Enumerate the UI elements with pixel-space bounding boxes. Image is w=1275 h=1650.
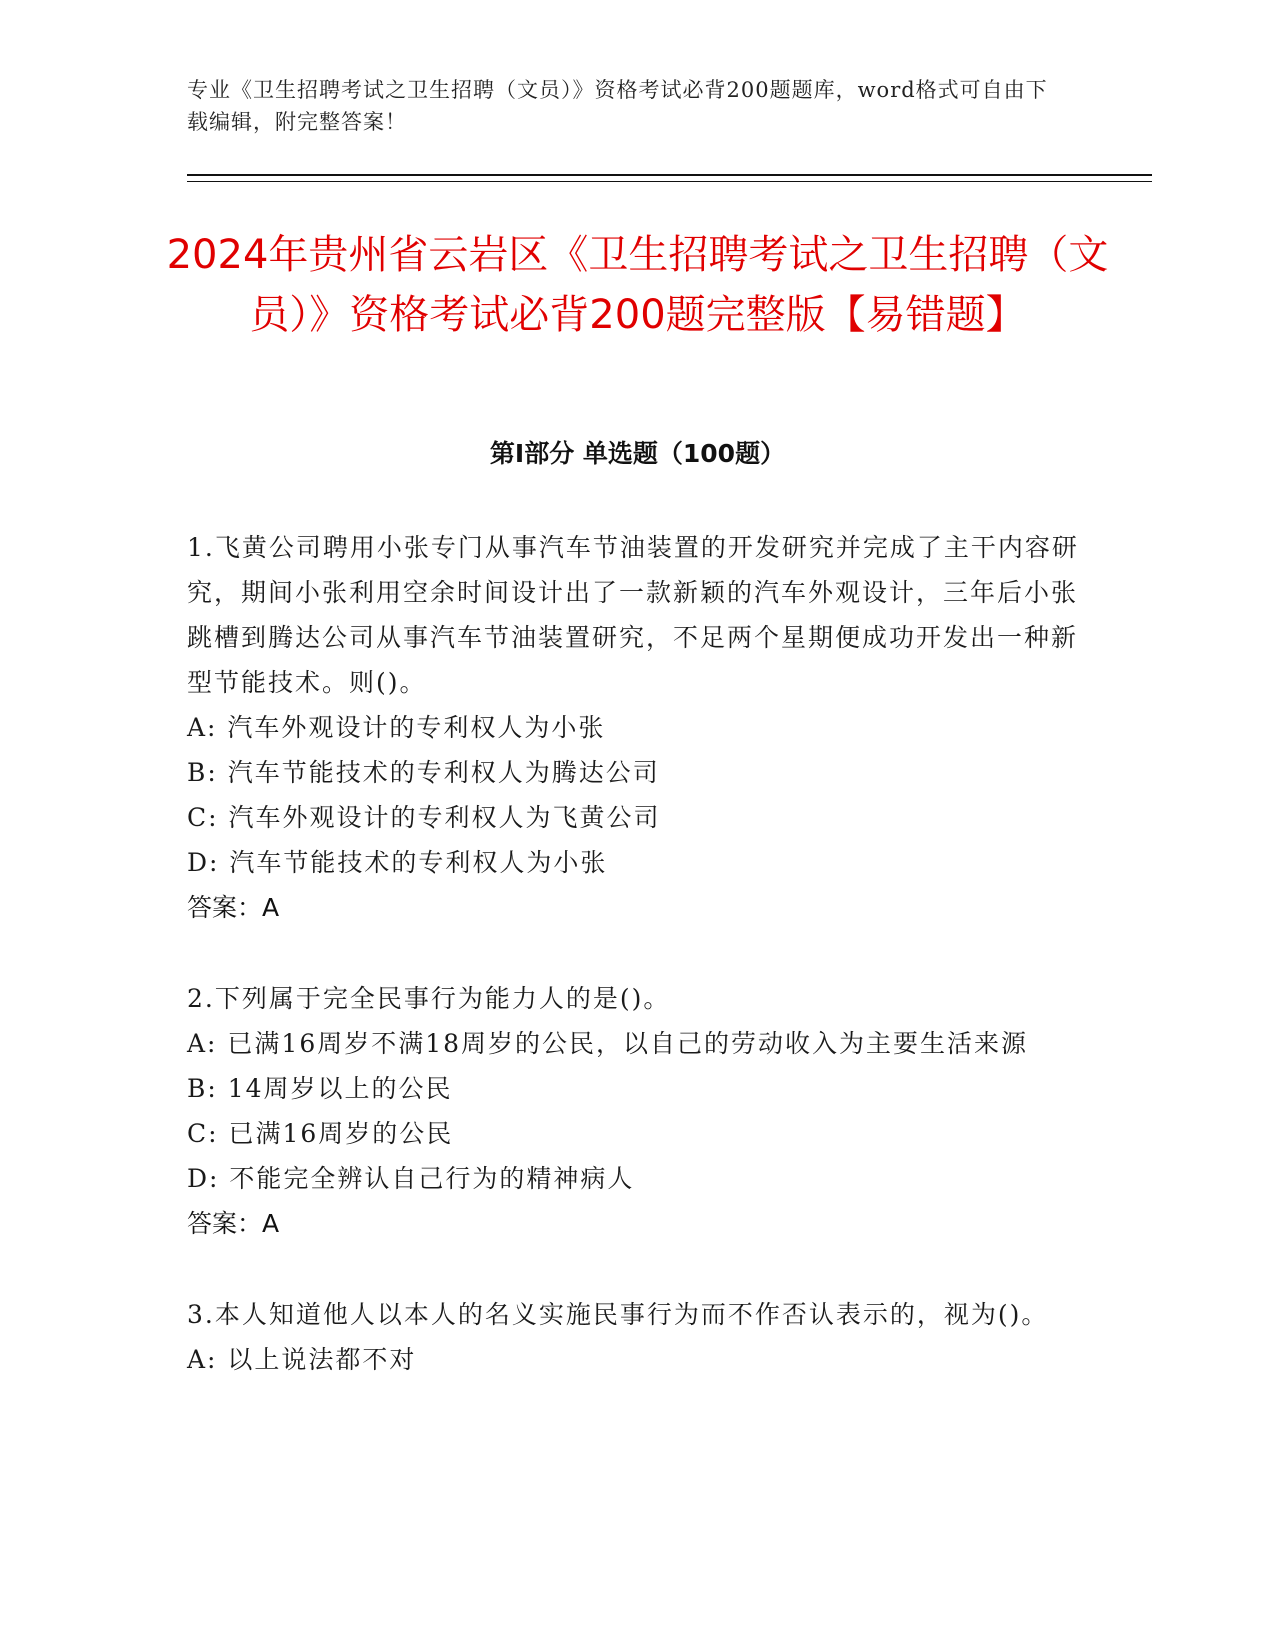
question-stem: 1.飞黄公司聘用小张专门从事汽车节油装置的开发研究并完成了主干内容研究，期间小张利用空余时间设计出了一款新颖的汽车外观设计，三年后小张跳槽到腾达公司从事汽车节油装置研究，不足两个星期便成功开发出一种新型节能技术。则()。 — [187, 533, 1079, 697]
answer-line: 答案：A — [187, 893, 280, 922]
option-c: C: 已满16周岁的公民 — [187, 1119, 454, 1148]
question-stem: 2.下列属于完全民事行为能力人的是()。 — [187, 984, 671, 1013]
option-a: A: 已满16周岁不满18周岁的公民，以自己的劳动收入为主要生活来源 — [187, 1029, 1029, 1058]
question-stem: 3.本人知道他人以本人的名义实施民事行为而不作否认表示的，视为()。 — [187, 1300, 1049, 1329]
header-rule-thick — [187, 174, 1152, 176]
option-b: B: 14周岁以上的公民 — [187, 1074, 453, 1103]
question-1 — [187, 525, 1087, 930]
question-list — [187, 525, 1087, 1428]
question-3 — [187, 1292, 1087, 1382]
option-d: D: 不能完全辨认自己行为的精神病人 — [187, 1164, 635, 1193]
question-2 — [187, 976, 1087, 1246]
header-note: 专业《卫生招聘考试之卫生招聘（文员）》资格考试必背200题题库，word格式可自由下载编辑，附完整答案！ — [187, 78, 1048, 134]
option-c: C: 汽车外观设计的专利权人为飞黄公司 — [187, 803, 661, 832]
answer-line: 答案：A — [187, 1209, 280, 1238]
option-b: B: 汽车节能技术的专利权人为腾达公司 — [187, 758, 660, 787]
header-rule-thin — [187, 181, 1152, 182]
option-d: D: 汽车节能技术的专利权人为小张 — [187, 848, 608, 877]
document-title: 2024年贵州省云岩区《卫生招聘考试之卫生招聘（文员）》资格考试必背200题完整版【易错题】 — [166, 232, 1109, 338]
option-a: A: 以上说法都不对 — [187, 1345, 417, 1374]
option-a: A: 汽车外观设计的专利权人为小张 — [187, 713, 606, 742]
section-heading: 第I部分 单选题（100题） — [489, 439, 786, 468]
